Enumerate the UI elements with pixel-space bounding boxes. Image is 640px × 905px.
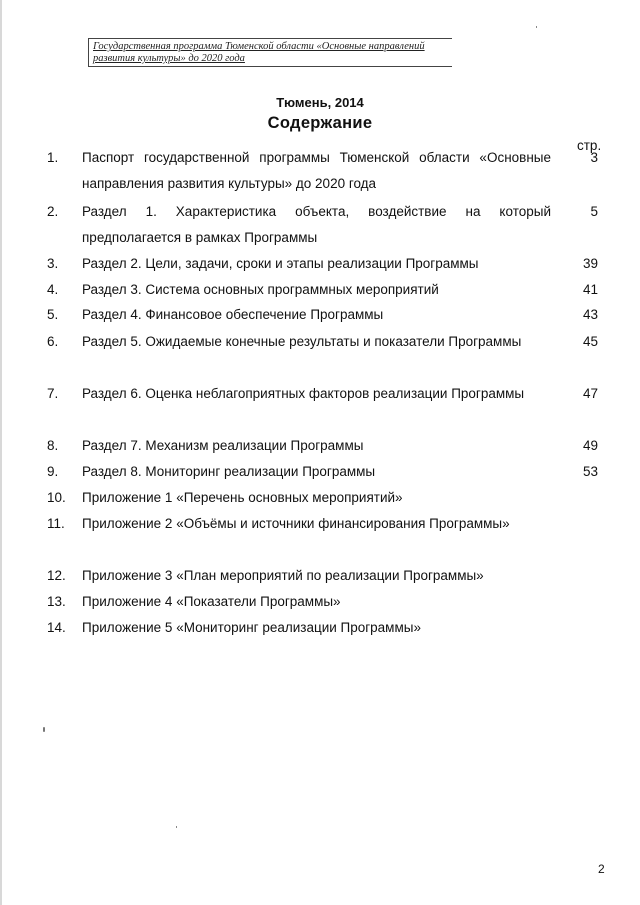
toc-row-page: 41 bbox=[582, 282, 598, 297]
toc-row-number: 14. bbox=[47, 620, 66, 635]
scan-speck bbox=[43, 727, 45, 732]
toc-row-number: 9. bbox=[47, 464, 59, 479]
toc-row-title: Приложение 1 «Перечень основных мероприятий» bbox=[82, 490, 403, 505]
toc-row-number: 8. bbox=[47, 438, 59, 453]
toc-row-page: 5 bbox=[590, 204, 598, 219]
toc-row-number: 10. bbox=[47, 490, 66, 505]
header-stamp-line-1: Государственная программа Тюменской области «Основные направлений bbox=[93, 41, 425, 52]
toc-row-title: Приложение 3 «План мероприятий по реализации Программы» bbox=[82, 568, 484, 583]
toc-row-number: 11. bbox=[47, 516, 65, 531]
toc-row-page: 49 bbox=[582, 438, 598, 453]
toc-row-page: 43 bbox=[582, 307, 598, 322]
toc-row-title: Приложение 2 «Объёмы и источники финансирования Программы» bbox=[82, 516, 510, 531]
toc-row-title: Раздел 7. Механизм реализации Программы bbox=[82, 438, 364, 453]
toc-row-number: 3. bbox=[47, 256, 59, 271]
page-number: 2 bbox=[598, 862, 605, 876]
toc-row-title: Раздел 6. Оценка неблагоприятных факторов реализации Программы bbox=[82, 386, 525, 401]
toc-row-title: Раздел 2. Цели, задачи, сроки и этапы реализации Программы bbox=[82, 256, 479, 271]
toc-row-number: 6. bbox=[47, 334, 59, 349]
toc-row-title: Раздел 3. Система основных программных мероприятий bbox=[82, 282, 439, 297]
toc-row-number: 4. bbox=[47, 282, 59, 297]
toc-row-title: Приложение 4 «Показатели Программы» bbox=[82, 594, 341, 609]
toc-row-page: 3 bbox=[590, 150, 598, 165]
page-column-label: стр. bbox=[577, 138, 602, 153]
toc-row-number: 5. bbox=[47, 307, 59, 322]
toc-row-title: Раздел 4. Финансовое обеспечение Программы bbox=[82, 307, 384, 322]
toc-row-title: Раздел 5. Ожидаемые конечные результаты и показатели Программы bbox=[82, 334, 522, 349]
toc-row-number: 13. bbox=[47, 594, 66, 609]
toc-row-page: 47 bbox=[582, 386, 598, 401]
toc-row-title: Раздел 1. Характеристика объекта, воздействие на который предполагается в рамках Программы bbox=[82, 204, 551, 245]
toc-row-title: Приложение 5 «Мониторинг реализации Программы» bbox=[82, 620, 421, 635]
toc-title: Содержание bbox=[267, 114, 373, 132]
toc-row-title: Раздел 8. Мониторинг реализации Программы bbox=[82, 464, 376, 479]
header-stamp-line-2: развития культуры» до 2020 года bbox=[93, 53, 245, 64]
scan-speck bbox=[536, 26, 537, 28]
toc-row-page: 45 bbox=[582, 334, 598, 349]
toc-row-number: 12. bbox=[47, 568, 66, 583]
toc-row-number: 2. bbox=[47, 204, 59, 219]
city-year: Тюмень, 2014 bbox=[276, 95, 364, 110]
toc-row-title: Паспорт государственной программы Тюменской области «Основные направления развития культуры» до 2020 года bbox=[82, 150, 551, 191]
scan-speck bbox=[176, 826, 177, 828]
toc-row-number: 1. bbox=[47, 150, 59, 165]
toc-row-page: 53 bbox=[582, 464, 598, 479]
toc-row-page: 39 bbox=[582, 256, 598, 271]
toc-row-number: 7. bbox=[47, 386, 59, 401]
